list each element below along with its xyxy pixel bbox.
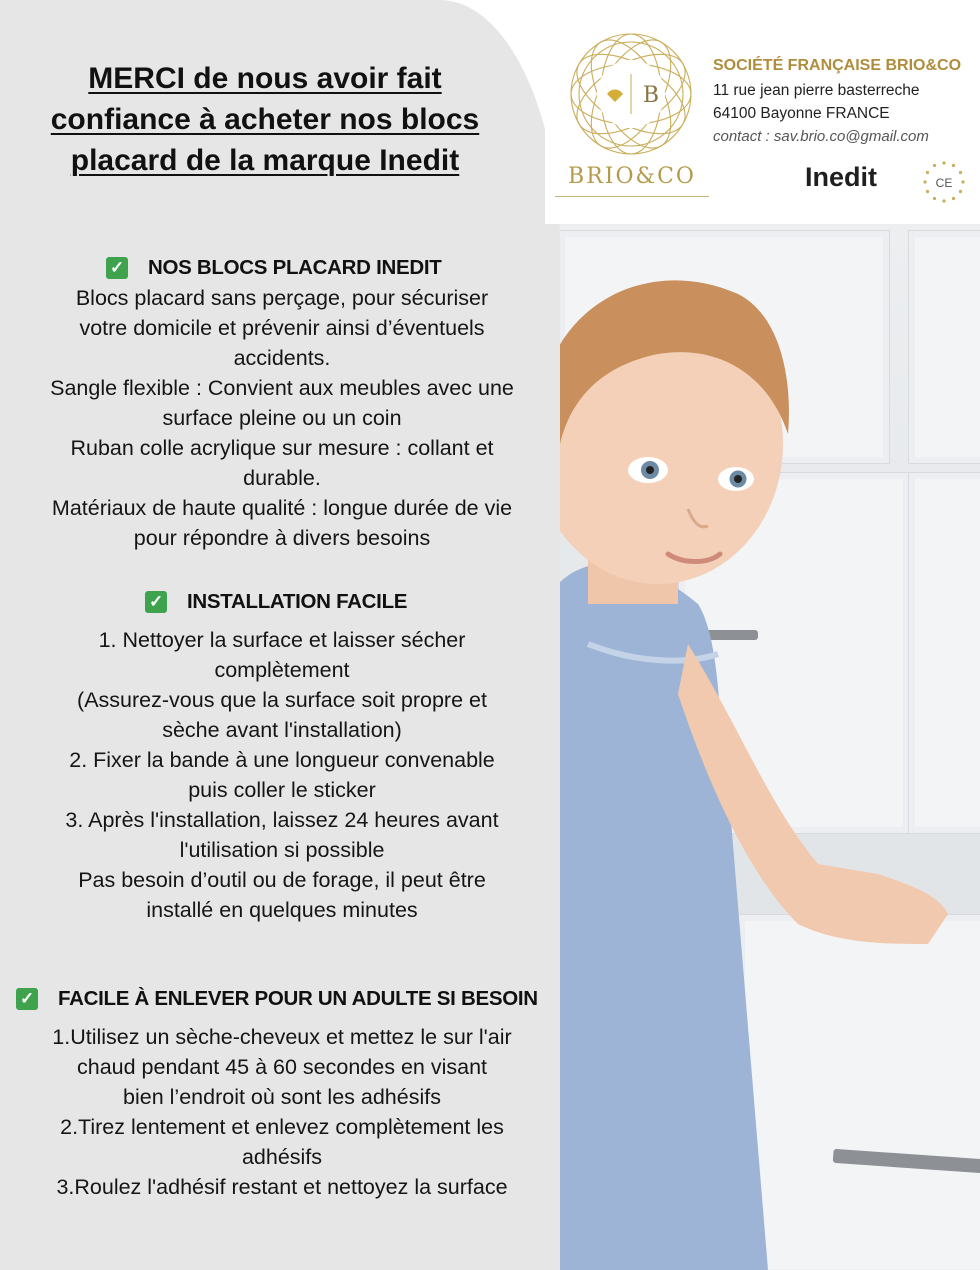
section-body-installation bbox=[12, 625, 552, 925]
page-title bbox=[30, 58, 500, 181]
body-line: Sangle flexible : Convient aux meubles avec une bbox=[50, 376, 514, 400]
body-line: adhésifs bbox=[241, 1145, 323, 1169]
check-icon: ✓ bbox=[16, 988, 38, 1010]
body-line: 3.Roulez l'adhésif restant et nettoyez la surface bbox=[56, 1175, 508, 1199]
body-line: (Assurez-vous que la surface soit propre et bbox=[77, 688, 487, 712]
body-line: 1.Utilisez un sèche-cheveux et mettez le sur l'air bbox=[52, 1025, 512, 1049]
check-icon: ✓ bbox=[145, 591, 167, 613]
section-heading-text: NOS BLOCS PLACARD INEDIT bbox=[148, 256, 442, 279]
logo-wordmark: BRIO&CO bbox=[568, 164, 696, 189]
body-line: 3. Après l'installation, laissez 24 heures avant bbox=[65, 808, 499, 832]
body-line: durable. bbox=[243, 466, 321, 490]
section-heading-text: FACILE À ENLEVER POUR UN ADULTE SI BESOIN bbox=[58, 987, 538, 1010]
section-heading-removal bbox=[16, 987, 538, 1011]
body-line: sèche avant l'installation) bbox=[162, 718, 402, 742]
section-body-removal bbox=[12, 1022, 552, 1202]
section-heading-text: INSTALLATION FACILE bbox=[187, 590, 408, 613]
brand-header bbox=[545, 0, 980, 224]
address-line-2: 64100 Bayonne FRANCE bbox=[713, 105, 890, 122]
brio-co-logo bbox=[567, 30, 695, 158]
body-line: bien l’endroit où sont les adhésifs bbox=[123, 1085, 441, 1109]
body-line: chaud pendant 45 à 60 secondes en visant bbox=[76, 1055, 487, 1079]
body-line: installé en quelques minutes bbox=[146, 898, 418, 922]
body-line: Blocs placard sans perçage, pour sécuriser bbox=[75, 286, 489, 310]
section-heading-installation bbox=[145, 590, 407, 614]
section-body-blocs bbox=[12, 283, 552, 553]
body-line: pour répondre à divers besoins bbox=[133, 526, 431, 550]
title-line: placard de la marque Inedit bbox=[70, 144, 460, 177]
body-line: Ruban colle acrylique sur mesure : collant et bbox=[70, 436, 494, 460]
body-line: Matériaux de haute qualité : longue durée de vie bbox=[51, 496, 513, 520]
svg-text:CE: CE bbox=[935, 176, 953, 190]
body-line: l'utilisation si possible bbox=[179, 838, 385, 862]
child-illustration bbox=[548, 224, 980, 1270]
body-line: Pas besoin d’outil ou de forage, il peut être bbox=[78, 868, 486, 892]
body-line: puis coller le sticker bbox=[188, 778, 376, 802]
ce-mark-icon bbox=[922, 160, 966, 204]
company-name: SOCIÉTÉ FRANÇAISE BRIO&CO bbox=[713, 57, 962, 74]
section-heading-blocs bbox=[106, 256, 441, 280]
body-line: complètement bbox=[214, 658, 350, 682]
body-line: votre domicile et prévenir ainsi d’éventuels bbox=[79, 316, 485, 340]
body-line: surface pleine ou un coin bbox=[162, 406, 402, 430]
inedit-logo: Inedit bbox=[805, 162, 877, 192]
logo-underline bbox=[555, 196, 709, 197]
body-line: 2. Fixer la bande à une longueur convenable bbox=[69, 748, 495, 772]
svg-text:B: B bbox=[642, 83, 660, 108]
check-icon: ✓ bbox=[106, 257, 128, 279]
address-line-1: 11 rue jean pierre basterreche bbox=[713, 82, 920, 99]
title-line: MERCI de nous avoir fait bbox=[88, 62, 442, 95]
title-line: confiance à acheter nos blocs bbox=[50, 103, 480, 136]
body-line: 2.Tirez lentement et enlevez complètement les bbox=[60, 1115, 504, 1139]
body-line: accidents. bbox=[233, 346, 331, 370]
contact-email: contact : sav.brio.co@gmail.com bbox=[713, 128, 929, 145]
product-photo bbox=[548, 224, 980, 1270]
body-line: 1. Nettoyer la surface et laisser sécher bbox=[98, 628, 466, 652]
